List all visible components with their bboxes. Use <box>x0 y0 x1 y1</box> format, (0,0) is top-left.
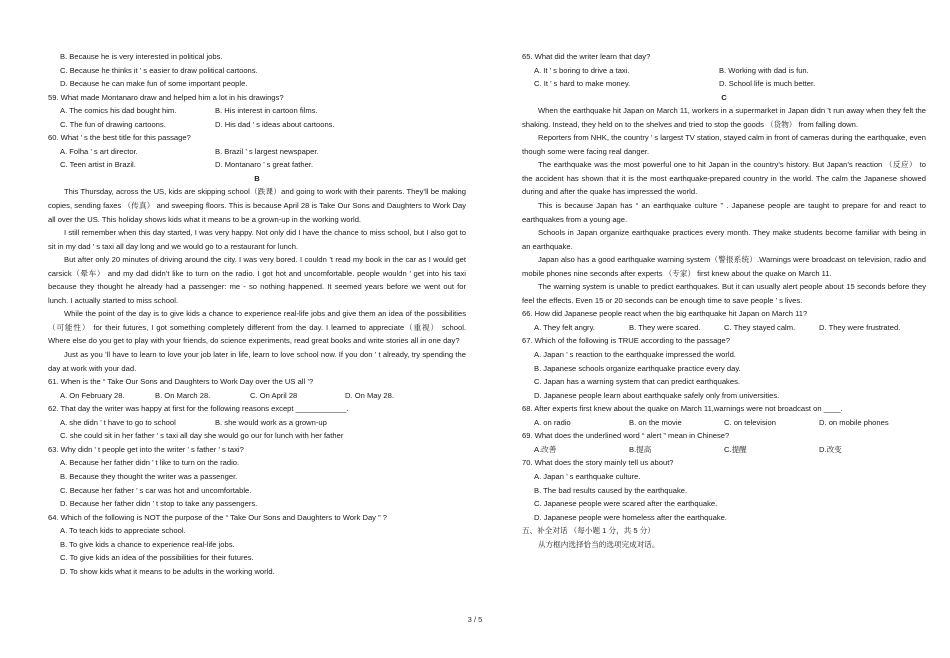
paragraph: Schools in Japan organize earthquake practices every month. They make students become familiar with being in an earthquake. <box>522 228 926 251</box>
paragraph: Just as you ’ll have to learn to love your job later in life, learn to love school now. If you don ’ t already, try spending the day at work with your dad. <box>48 350 466 373</box>
answer-option: B. Because they thought the writer was a passenger. <box>60 471 238 481</box>
answer-option: C. On April 28 <box>250 390 298 400</box>
answer-option: C. on television <box>724 417 776 427</box>
question: 五、补全对话 （每小题 1 分，共 5 分） <box>522 526 655 536</box>
answer-option: A. They felt angry. <box>534 322 595 332</box>
answer-option: B. The bad results caused by the earthquake. <box>534 485 688 495</box>
answer-option: D. Because her father didn ’ t stop to take any passengers. <box>60 499 258 509</box>
answer-option: B. To give kids a chance to experience real-life jobs. <box>60 539 235 549</box>
paragraph: The earthquake was the most powerful one to hit Japan in the country’s history. But Japan’s reaction （反应） to the accident has shown that it is the most earthquake-prepared country in the world. The calm the Japanese showed during and after the quake has impressed the world. <box>522 160 926 197</box>
answer-option: D. Japanese people were homeless after the earthquake. <box>534 512 727 522</box>
answer-option: C. Teen artist in Brazil. <box>60 160 136 170</box>
question: 70. What does the story mainly tell us about? <box>522 458 674 468</box>
answer-options <box>522 64 926 78</box>
answer-options <box>48 118 466 132</box>
answer-option: D. School life is much better. <box>719 79 816 89</box>
answer-option: C. Because he thinks it ’ s easier to draw political cartoons. <box>60 65 258 75</box>
answer-option: B. They were scared. <box>629 322 701 332</box>
question: 61. When is the “ Take Our Sons and Daughters to Work Day over the US all ’? <box>48 377 314 387</box>
answer-option: C. Japan has a warning system that can predict earthquakes. <box>534 377 740 387</box>
paragraph: While the point of the day is to give kids a chance to experience real-life jobs and give them an idea of the possibilities（可能性） for their futures, I got something completely different from the day. I learned to appreciate（重视） school. Where else do you get to play with your friends, do science experiments, read great books and write stories all in one day? <box>48 309 466 346</box>
answer-option: C.提醒 <box>724 444 747 454</box>
paragraph: 从方框内选择恰当的选项完成对话。 <box>538 539 660 549</box>
paragraph: This Thursday, across the US, kids are skipping school（跌课）and going to work with their parents. They’ll be making copies, sending faxes （传真） and sweeping floors. This is because April 28 is Take Our Sons and Daughters to Work Day all over the US. This holiday shows kids what it means to be a grown-up in the working world. <box>48 187 466 224</box>
answer-option: B. Because he is very interested in political jobs. <box>60 52 223 61</box>
question: 63. Why didn ’ t people get into the writer ’ s father ’ s taxi? <box>48 444 244 454</box>
answer-option: A. Folha ’ s art director. <box>60 146 138 156</box>
answer-option: C. she could sit in her father ’ s taxi all day she would go our for lunch with her father <box>60 431 344 441</box>
answer-option: D. They were frustrated. <box>819 322 901 332</box>
section-heading: B <box>254 173 260 183</box>
answer-option: D. on mobile phones <box>819 417 889 427</box>
question: 66. How did Japanese people react when the big earthquake hit Japan on March 11? <box>522 309 808 319</box>
section-heading: C <box>721 92 727 102</box>
answer-option: C. To give kids an idea of the possibilities for their futures. <box>60 553 254 563</box>
question: 59. What made Montanaro draw and helped him a lot in his drawings? <box>48 92 284 102</box>
answer-option: C. It ’ s hard to make money. <box>534 79 631 89</box>
answer-options <box>522 321 926 335</box>
answer-option: D. On May 28. <box>345 390 394 400</box>
question: 67. Which of the following is TRUE according to the passage? <box>522 336 730 346</box>
question: 62. That day the writer was happy at first for the following reasons except ____________. <box>48 404 349 414</box>
question: 65. What did the writer learn that day? <box>522 52 651 61</box>
paragraph: When the earthquake hit Japan on March 11, workers in a supermarket in Japan didn ’t run away when they felt the shaking. Instead, they held on to the shelves and tried to stop the goods （货物） from falling down. <box>522 106 926 129</box>
answer-option: B.提高 <box>629 444 652 454</box>
answer-option: B. Brazil ’ s largest newspaper. <box>215 146 319 156</box>
page-number: 3 / 5 <box>467 615 483 624</box>
paragraph: Reporters from NHK, the country ’ s largest TV station, stayed calm in front of cameras during the earthquake, even though some were facing real danger. <box>522 133 926 156</box>
answer-option: B. On March 28. <box>155 390 211 400</box>
answer-option: A. she didn ’ t have to go to school <box>60 417 176 427</box>
answer-option: A. Because her father didn ’ t like to turn on the radio. <box>60 458 240 468</box>
answer-option: B. Working with dad is fun. <box>719 65 809 75</box>
answer-option: A. The comics his dad bought him. <box>60 106 177 116</box>
answer-option: C. They stayed calm. <box>724 322 796 332</box>
answer-options <box>48 158 466 172</box>
answer-option: A. It ’ s boring to drive a taxi. <box>534 65 630 75</box>
answer-option: A. Japan ’ s reaction to the earthquake impressed the world. <box>534 350 736 360</box>
answer-option: C. Japanese people were scared after the earthquake. <box>534 499 718 509</box>
answer-option: B. His interest in cartoon films. <box>215 106 318 116</box>
answer-option: D. Because he can make fun of some important people. <box>60 79 248 89</box>
answer-option: C. Because her father ’ s car was hot and uncomfortable. <box>60 485 252 495</box>
answer-options <box>522 416 926 430</box>
answer-option: D. To show kids what it means to be adults in the working world. <box>60 566 275 576</box>
paragraph: This is because Japan has “ an earthquake culture ” . Japanese people are taught to prepare for and react to earthquakes from a young age. <box>522 201 926 224</box>
answer-options <box>522 443 926 457</box>
paragraph: The warning system is unable to predict earthquakes. But it can usually alert people about 15 seconds before they feel the effects. Even 15 or 20 seconds can be enough time to save people ’ s lives. <box>522 282 926 305</box>
answer-options <box>522 77 926 91</box>
left-column <box>48 50 466 578</box>
paragraph: I still remember when this day started, I was very happy. Not only did I have the chance to miss school, but I also got to sit in my dad ’ s taxi all day long and we would go to a restaurant for lunch. <box>48 228 466 251</box>
question: 64. Which of the following is NOT the purpose of the “ Take Our Sons and Daughters to Work Day ” ? <box>48 512 387 522</box>
question: 69. What does the underlined word “ alert ” mean in Chinese? <box>522 431 730 441</box>
answer-option: B. Japanese schools organize earthquake practice every day. <box>534 363 741 373</box>
answer-options <box>48 389 466 403</box>
answer-options <box>48 145 466 159</box>
right-column <box>522 50 926 551</box>
answer-option: A. To teach kids to appreciate school. <box>60 526 186 536</box>
answer-option: C. The fun of drawing cartoons. <box>60 119 166 129</box>
answer-option: D.改变 <box>819 444 842 454</box>
paragraph: But after only 20 minutes of driving around the city. I was very bored. I couldn ’t read my book in the car as I would get carsick（晕车） and my dad didn’t like to turn on the radio. I got hot and uncomfortable. people wouldn ’ get into his taxi because they thought he already had a passenger: me - so nothing happened. It seemed years before we went out for lunch. I actually started to miss school. <box>48 255 466 305</box>
paragraph: Japan also has a good earthquake warning system（警报系统）.Warnings were broadcast on television, radio and mobile phones nine seconds after experts （专家） first knew about the quake on March 11. <box>522 255 926 278</box>
answer-option: A. Japan ’ s earthquake culture. <box>534 471 641 481</box>
answer-options <box>48 104 466 118</box>
answer-option: B. she would work as a grown-up <box>215 417 327 427</box>
answer-option: B. on the movie <box>629 417 682 427</box>
answer-option: A. On February 28. <box>60 390 125 400</box>
answer-option: A. on radio <box>534 417 571 427</box>
answer-option: D. Japanese people learn about earthquake safely only from universities. <box>534 390 780 400</box>
answer-option: A.改善 <box>534 444 557 454</box>
question: 68. After experts first knew about the quake on March 11,warnings were not broadcast on ____. <box>522 404 843 414</box>
answer-option: D. Montanaro ’ s great father. <box>215 160 314 170</box>
answer-options <box>48 416 466 430</box>
question: 60. What ’ s the best title for this passage? <box>48 133 191 143</box>
answer-option: D. His dad ’ s ideas about cartoons. <box>215 119 335 129</box>
